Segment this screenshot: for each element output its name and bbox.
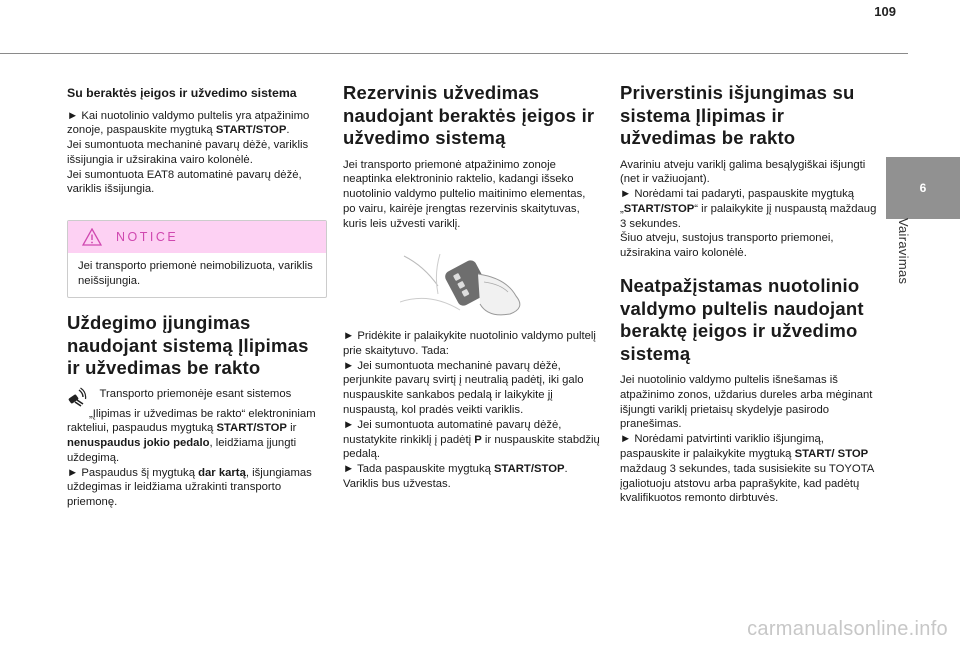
notice-box (67, 220, 327, 298)
column-3 (620, 82, 878, 506)
warning-triangle-icon (82, 228, 102, 246)
watermark: carmanualsonline.info (747, 618, 948, 640)
paragraph: Avariniu atveju variklį galima besąlygiškai išjungti (net ir važiuojant). (620, 158, 866, 186)
section-heading: Rezervinis užvedimas naudojant beraktės įeigos ir užvedimo sistemą (343, 82, 595, 148)
paragraph: ► Pridėkite ir palaikykite nuotolinio valdymo pultelį prie skaitytuvo. Tada: (343, 330, 596, 357)
paragraph: Šiuo atveju, sustojus transporto priemonei, užsirakina vairo kolonėlė. (620, 232, 834, 260)
column-1-lower (67, 312, 325, 510)
page-number: 109 (874, 4, 896, 19)
paragraph: Jei sumontuota mechaninė pavarų dėžė, variklis išsijungia ir užsirakina vairo kolonėlė. (67, 139, 309, 166)
paragraph: ► Tada paspauskite mygtuką START/STOP. (343, 463, 568, 476)
keyless-entry-icon (67, 387, 87, 407)
paragraph: Jei transporto priemonė atpažinimo zonoje neaptinka elektroninio raktelio, kadangi išseko nuotolinio valdymo pultelio maitinimo elementas, po vairu, kairėje įrengtas rezervinis skaitytuvas, kuris leis užvesti variklį. (343, 158, 586, 230)
header-rule (0, 53, 908, 54)
notice-header (68, 221, 326, 253)
chapter-number: 6 (919, 181, 927, 195)
column-1 (67, 86, 325, 197)
section-heading: Uždegimo įjungimas naudojant sistemą Įlipimas ir užvedimas be rakto (67, 312, 309, 378)
paragraph: ► Jei sumontuota automatinė pavarų dėžė, nustatykite rinkiklį į padėtį P ir nuspauskite stabdžių pedalą. (343, 418, 600, 461)
paragraph: ► Paspaudus šį mygtuką dar kartą, išjungiamas uždegimas ir leidžiama užrakinti transporto priemonę. (67, 466, 312, 509)
column-2 (343, 82, 601, 231)
notice-text: Jei transporto priemonė neimobilizuota, variklis neišsijungia. (78, 260, 313, 287)
paragraph: ► Kai nuotolinio valdymo pultelis yra atpažinimo zonoje, paspauskite mygtuką START/STOP. (67, 109, 310, 137)
section-heading: Neatpažįstamas nuotolinio valdymo pultelis naudojant beraktę įeigos ir užvedimo sistemą (620, 275, 864, 364)
notice-title: NOTICE (116, 230, 179, 244)
column-2-lower (343, 329, 601, 492)
icon-paragraph: Transporto priemonėje esant sistemos „Įlipimas ir užvedimas be rakto“ elektroniniam rakteliui, paspaudus mygtuką START/STOP ir nenuspaudus jokio pedalo, leidžiama įjungti uždegimą. (67, 387, 316, 464)
paragraph: Jei nuotolinio valdymo pultelis išnešamas iš atpažinimo zonos, uždarius dureles arba mėginant išjungti variklį prietaisų skydelyje pasirodo pranešimas. (620, 374, 873, 431)
paragraph: ► Norėdami tai padaryti, paspauskite mygtuką „START/STOP“ ir palaikykite jį nuspaustą maždaug 3 sekundes. (620, 188, 877, 230)
chapter-title: Vairavimas (896, 218, 911, 285)
backup-reader-illustration (400, 252, 535, 320)
paragraph: Variklis bus užvestas. (343, 477, 451, 490)
paragraph: ► Jei sumontuota mechaninė pavarų dėžė, perjunkite pavarų svirtį į neutralią padėtį, iki galo nuspauskite sankabos pedalą ir laikykite jį nuspaustą, kol pradės veikti variklis. (343, 359, 584, 416)
section-heading: Priverstinis išjungimas su sistema Įlipimas ir užvedimas be rakto (620, 82, 855, 148)
paragraph: Jei sumontuota EAT8 automatinė pavarų dėžė, variklis išsijungia. (67, 168, 302, 196)
chapter-tab (886, 157, 960, 219)
paragraph: ► Norėdami patvirtinti variklio išjungimą, paspauskite ir palaikykite mygtuką START/ STOP maždaug 3 sekundes, tada susisiekite su TOYOTA įgaliotuoju atstovu arba paprašykite, kad padėtų kvalifikuotos remonto dirbtuvės. (620, 433, 874, 505)
sub-heading: Su beraktės įeigos ir užvedimo sistema (67, 86, 297, 100)
